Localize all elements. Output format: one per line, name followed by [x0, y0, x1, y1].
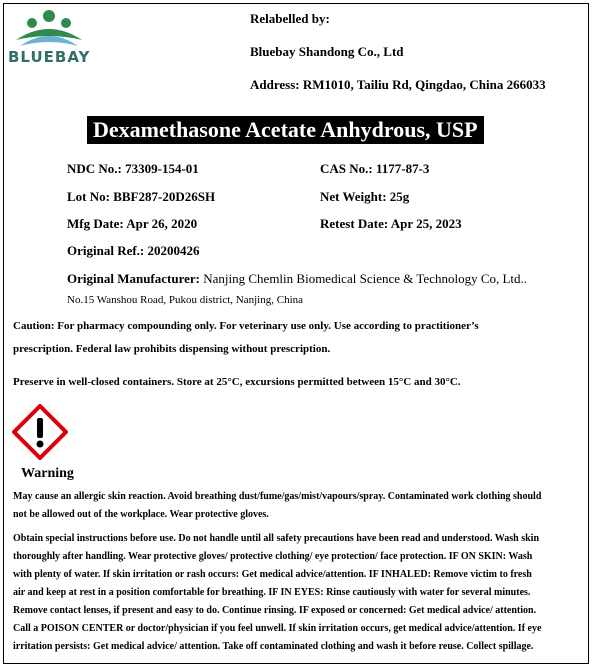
manufacturer-address: No.15 Wanshou Road, Pukou district, Nanjing, China: [67, 294, 304, 306]
precautionary-statements: [13, 530, 581, 656]
precaution-line: with plenty of water. If skin irritation or rash occurs: Get medical advice/attention. IF INHALED: Remove victim to fresh: [13, 569, 532, 580]
precaution-line: air and keep at rest in a position comfortable for breathing. IF IN EYES: Rinse cautiously with water for several minutes.: [13, 587, 531, 598]
relabeler-company: Bluebay Shandong Co., Ltd: [250, 44, 404, 59]
relabeler-address: Address: RM1010, Tailiu Rd, Qingdao, China 266033: [250, 77, 546, 92]
storage-statement: Preserve in well-closed containers. Store at 25°C, excursions permitted between 15°C and 30°C.: [13, 376, 461, 388]
signal-word: Warning: [21, 466, 74, 481]
mfg-date: Mfg Date: Apr 26, 2020: [67, 216, 198, 231]
hazard-line: May cause an allergic skin reaction. Avoid breathing dust/fume/gas/mist/vapours/spray. Contaminated work clothing should: [13, 491, 542, 502]
caution-line-2: prescription. Federal law prohibits dispensing without prescription.: [13, 343, 331, 355]
precaution-line: Remove contact lenses, if present and easy to do. Continue rinsing. IF exposed or concerned: Get medical advice/ attention.: [13, 605, 537, 616]
precaution-line: thoroughly after handling. Wear protective gloves/ protective clothing/ eye protection/ face protection. IF ON SKIN: Wash: [13, 551, 533, 562]
caution-line-1: Caution: For pharmacy compounding only. For veterinary use only. Use according to practitioner’s: [13, 320, 479, 332]
hazard-line: not be allowed out of the workplace. Wear protective gloves.: [13, 509, 269, 520]
precaution-line: Obtain special instructions before use. Do not handle until all safety precautions have been read and understood. Wash skin: [13, 533, 540, 544]
precaution-line: Call a POISON CENTER or doctor/physician if you feel unwell. If skin irritation occurs, get medical advice/attention. If eye: [13, 623, 542, 634]
hazard-statements: [13, 488, 581, 524]
original-manufacturer: [67, 271, 527, 287]
ndc-number: NDC No.: 73309-154-01: [67, 161, 199, 176]
manufacturer-name: Nanjing Chemlin Biomedical Science & Technology Co, Ltd..: [203, 271, 528, 286]
exclamation-mark-icon: [12, 404, 68, 460]
retest-date: Retest Date: Apr 25, 2023: [320, 216, 462, 231]
net-weight: Net Weight: 25g: [320, 189, 410, 204]
precaution-line: irritation persists: Get medical advice/ attention. Take off contaminated clothing and wash it before reuse. Collect spillage.: [13, 641, 534, 652]
cas-number: CAS No.: 1177-87-3: [320, 161, 430, 176]
bluebay-leaf-icon: [8, 8, 90, 52]
bluebay-logo: [8, 8, 90, 66]
original-reference: Original Ref.: 20200426: [67, 243, 200, 258]
product-title: Dexamethasone Acetate Anhydrous, USP: [87, 116, 484, 144]
brand-name: BLUEBAY: [8, 48, 91, 66]
relabelled-by-label: Relabelled by:: [250, 11, 330, 26]
manufacturer-label: Original Manufacturer:: [67, 271, 200, 286]
lot-number: Lot No: BBF287-20D26SH: [67, 189, 216, 204]
